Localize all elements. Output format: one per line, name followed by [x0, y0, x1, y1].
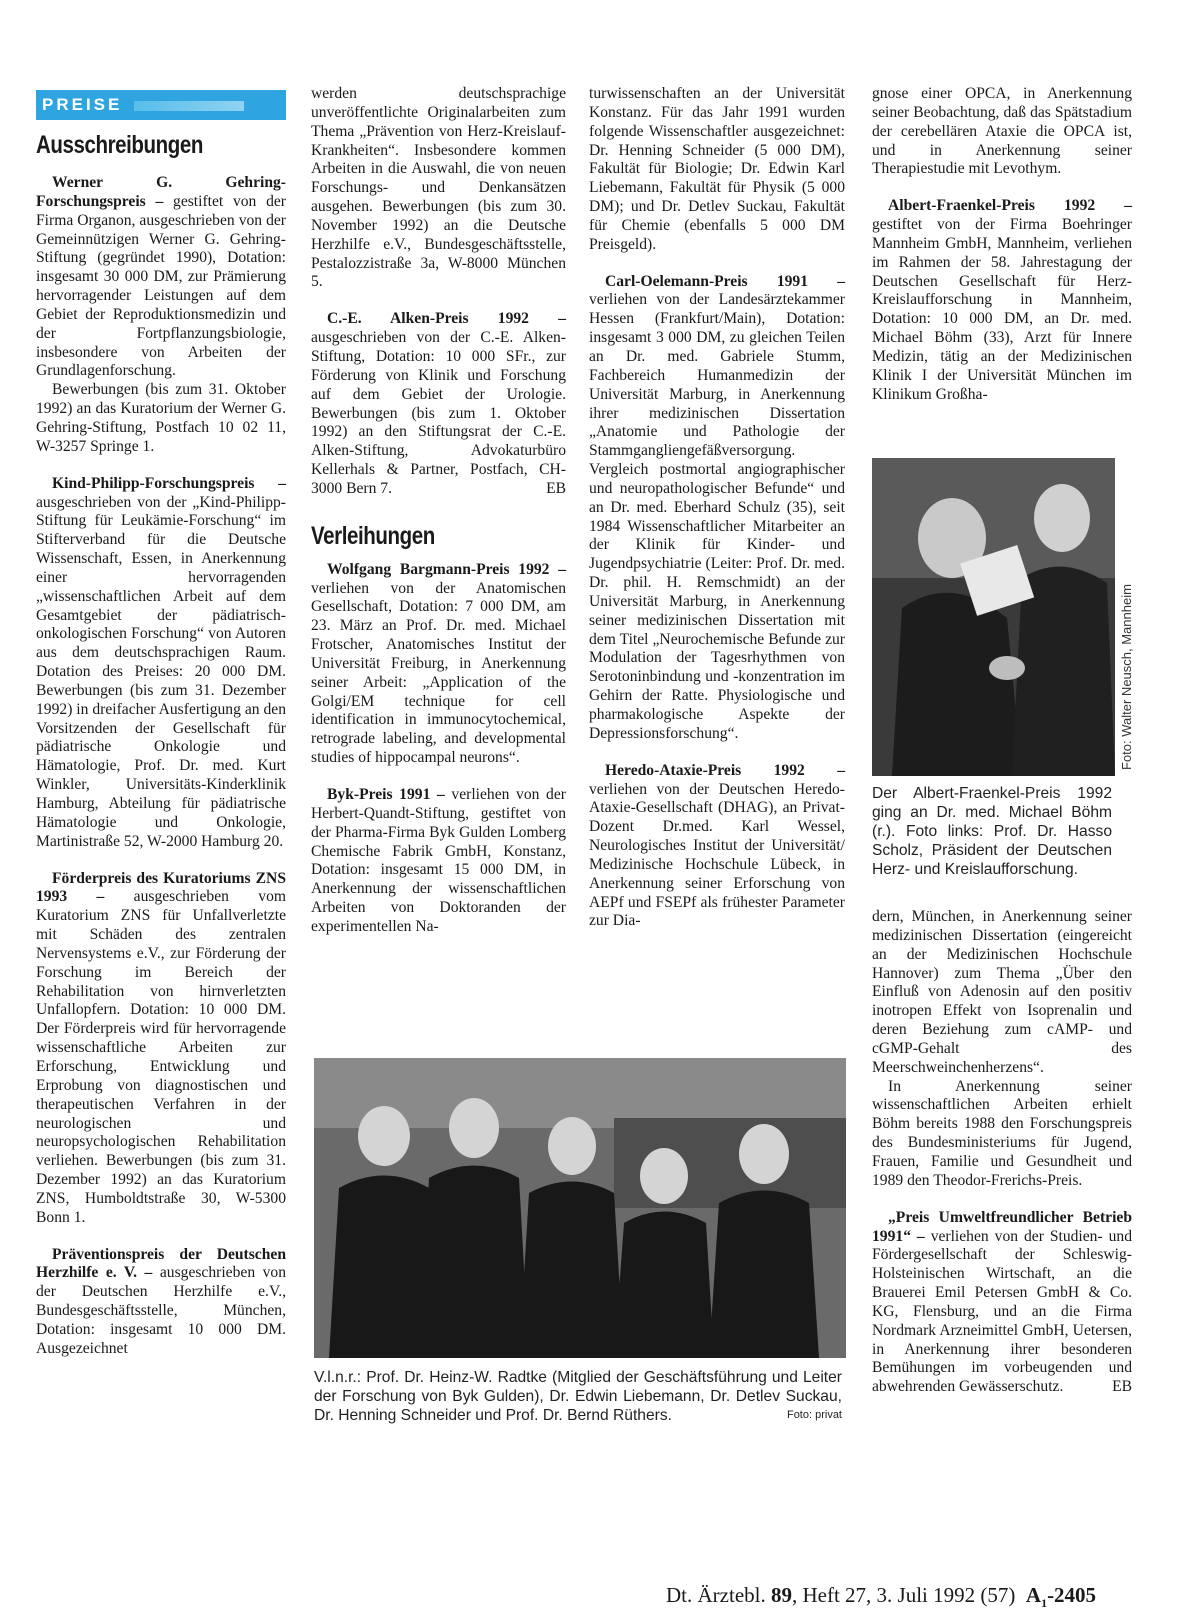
- footer-journal: Dt. Ärztebl.: [666, 1583, 766, 1607]
- photo-group-credit: Foto: privat: [786, 1409, 842, 1421]
- article-heredo-ataxie: Heredo-Ataxie-Preis 1992 – verliehen von der Deutschen Heredo-Ataxie-Gesellschaft (DHAG), an Privat-Dozent Dr.med. Karl Wessel, Neurologisches Institut der Universität/ Medizinische Hochschule Lübeck, in Anerkennung seiner Erforschung von AEPf und FSEPf als frühester Parameter zur Dia-: [589, 761, 845, 930]
- article-heredo-cont: gnose einer OPCA, in Anerkennung seiner Beobachtung, daß das Spätstadium der cerebellären Ataxie die OPCA ist, und in Anerkennung seiner Therapiestudie mit Levothym.: [872, 85, 1132, 178]
- column-4-top: [872, 85, 1132, 405]
- page-footer: [666, 1583, 1136, 1611]
- photo-handshake-caption: Der Albert-Fraenkel-Preis 1992 ging an Dr. med. Michael Böhm (r.). Foto links: Prof. Dr. Hasso Scholz, Präsident der Deutschen Herz- und Kreislaufforschung.: [872, 785, 1112, 878]
- article-bargmann: Wolfgang Bargmann-Preis 1992 – verliehen von der Anatomischen Gesellschaft, Dotation: 7 000 DM, am 23. März an Prof. Dr. med. Michael Frotscher, Anatomisches Institut der Universität Freiburg, in Anerkennung seiner Arbeit: „Application of the Golgi/EM technique for cell identification in immunocytochemical, retrograde labeling, and developmental studies of hippocampal neurons“.: [311, 560, 566, 767]
- photo-handshake: [872, 458, 1115, 776]
- article-zns: Förderpreis des Kuratoriums ZNS 1993 – ausgeschrieben vom Kuratorium ZNS für Unfallverletzte mit Schäden des zentralen Nervensystems e.V., zur Förderung der Forschung im Bereich der Rehabilitation von hirnverletzten Unfallopfern. Dotation: 10 000 DM. Der Förderpreis wird für hervorragende wissenschaftliche Arbeiten zur Erforschung, Entwicklung und Erprobung von diagnostischen und therapeutischen Verfahren in der neurologischen und neuropsychologischen Rehabilitation verliehen. Bewerbungen (bis zum 31. Dezember 1992) an das Kuratorium ZNS, Humboldtstraße 30, W-5300 Bonn 1.: [36, 869, 286, 1226]
- article-byk-cont: turwissenschaften an der Universität Konstanz. Für das Jahr 1991 wurden folgende Wissenschaftler ausgezeichnet: Dr. Henning Schneider (5 000 DM), Fakultät für Biologie; Dr. Edwin Karl Liebemann, Fakultät für Physik (5 000 DM); und Dr. Detlev Suckau, Fakultät für Chemie (ebenfalls 5 000 DM Preisgeld).: [589, 85, 845, 253]
- footer-volume: 89: [770, 1583, 792, 1607]
- article-oelemann: Carl-Oelemann-Preis 1991 – verliehen von der Landesärztekammer Hessen (Frankfurt/Main), Dotation: insgesamt 3 000 DM, zu gleichen Teilen an Dr. med. Gabriele Stumm, Fachbereich Humanmedizin der Universität Marburg, in Anerkennung ihrer medizinischen Dissertation „Anatomie und Pathologie der Stammgangliengefäßversorgung. Vergleich postmortal angiographischer und neuropathologischer Befunde“ und an Dr. med. Eberhard Schulz (35), seit 1984 Wissenschaftlicher Mitarbeiter an der Klinik für Kinder- und Jugendpsychiatrie (Leiter: Prof. Dr. med. Dr. phil. H. Remschmidt) an der Universität Marburg, in Anerkennung seiner medizinischen Dissertation mit dem Titel „Neurochemische Befunde zur Modulation der Tagesrhythmen von Serotoninbindung und -konzentration im Gehirn der Ratte. Physiologische und pharmakologische Aspekte der Depressionsforschung“.: [589, 272, 845, 742]
- article-alken: C.-E. Alken-Preis 1992 – ausgeschrieben von der C.-E. Alken-Stiftung, Dotation: 10 000 SFr., zur Förderung von Klinik und Forschung auf dem Gebiet der Urologie. Bewerbungen (bis zum 1. Oktober 1992) an den Stiftungsrat der C.-E. Alken-Stiftung, Advokaturbüro Kellerhals & Partner, Postfach, CH-3000 Bern 7. EB: [311, 310, 566, 497]
- photo-group-caption-text: V.l.n.r.: Prof. Dr. Heinz-W. Radtke (Mitglied der Geschäftsführung und Leiter der Forschung von Byk Gulden), Dr. Edwin Liebemann, Dr. Detlev Suckau, Dr. Henning Schneider und Prof. Dr. Bernd Rüthers.: [314, 1369, 842, 1424]
- article-fraenkel-boehm: In Anerkennung seiner wissenschaftlichen Arbeiten erhielt Böhm bereits 1988 den Forschungspreis des Bundesministeriums für Jugend, Frauen, Familie und Gesundheit und 1989 den Theodor-Frerichs-Preis.: [872, 1077, 1132, 1189]
- article-herzhilfe: Präventionspreis der Deutschen Herzhilfe e. V. – ausgeschrieben von der Deutschen Herzhilfe e.V., Bundesgeschäftsstelle, München, Dotation: insgesamt 10 000 DM. Ausgezeichnet: [36, 1245, 287, 1357]
- banner-decoration: [134, 101, 244, 111]
- article-kind-philipp: Kind-Philipp-Forschungspreis – ausgeschrieben von der „Kind-Philipp-Stiftung für Leukämie-Forschung“ im Stifterverband für die Deutsche Wissenschaft, Essen, in Anerkennung einer hervorragenden „wissenschaftlichen Arbeit auf dem Gesamtgebiet der pädiatrisch-onkologischen Forschung“ von Autoren aus dem deutschsprachigen Raum. Dotation des Preises: 20 000 DM. Bewerbungen (bis zum 31. Dezember 1992) in dreifacher Ausfertigung an den Vorsitzenden der Gesellschaft für pädiatrische Onkologie und Hämatologie, Prof. Dr. med. Kurt Winkler, Universitäts-Kinderklinik Hamburg, Abteilung für pädiatrische Hämatologie und Onkologie, Martinistraße 52, W-2000 Hamburg 20.: [36, 474, 286, 850]
- column-4-bottom: [872, 908, 1132, 1397]
- article-fraenkel: Albert-Fraenkel-Preis 1992 – gestiftet von der Firma Boehringer Mannheim GmbH, Mannheim, verliehen im Rahmen der 58. Jahrestagung der Deutschen Gesellschaft für Herz-Kreislaufforschung in Mannheim, Dotation: 10 000 DM, an Dr. med. Michael Böhm (33), Arzt für Innere Medizin, tätig an der Medizinischen Klinik I der Universität München im Klinikum Großha-: [872, 197, 1132, 403]
- section-banner: [36, 90, 286, 120]
- footer-issue: , Heft 27, 3. Juli 1992 (57): [791, 1583, 1016, 1607]
- photo-group: [314, 1058, 846, 1358]
- photo-credit-vertical: Foto: Walter Neusch, Mannheim: [1119, 584, 1134, 770]
- section-label: PREISE: [42, 95, 123, 114]
- article-herzhilfe-cont: werden deutschsprachige unveröffentlichte Originalarbeiten zum Thema „Prävention von Herz-Kreislauf-Krankheiten“. Insbesondere kommen Arbeiten in die Auswahl, die von neuen Forschungs- und Denkansätzen ausgehen. Bewerbungen (bis zum 30. November 1992) an die Deutsche Herzhilfe e.V., Bundesgeschäftsstelle, Pestalozzistraße 3a, W-8000 München 5.: [311, 85, 566, 291]
- article-umwelt: „Preis Umweltfreundlicher Betrieb 1991“ – verliehen von der Studien- und Fördergesellschaft der Schleswig-Holsteinischen Wirtschaft, an die Brauerei Emil Petersen GmbH & Co. KG, Flensburg, und an die Firma Nordmark Arzneimittel GmbH, Uetersen, in Anerkennung ihrer besonderen Bemühungen im vorbeugenden und abwehrenden Gewässerschutz. EB: [872, 1208, 1133, 1396]
- article-gehring-bewerbungen: Bewerbungen (bis zum 31. Oktober 1992) an das Kuratorium der Werner G. Gehring-Stiftung, Postfach 10 02 11, W-3257 Springe 1.: [36, 381, 286, 455]
- column-3: [589, 85, 845, 931]
- heading-verleihungen: Verleihungen: [311, 521, 435, 550]
- article-byk: Byk-Preis 1991 – verliehen von der Herbert-Quandt-Stiftung, gestiftet von der Pharma-Firma Byk Gulden Lomberg Chemische Fabrik GmbH, Konstanz, Dotation: insgesamt 15 000 DM, in Anerkennung der wissenschaftlichen Arbeiten von Doktoranden der experimentellen Na-: [311, 786, 566, 935]
- article-gehring: Werner G. Gehring-Forschungspreis – gestiftet von der Firma Organon, ausgeschrieben von der Gemeinnützigen Werner G. Gehring-Stiftung (gegründet 1990), Dotation: insgesamt 30 000 DM, zur Prämierung hervorragender Leistungen auf dem Gebiet der Reproduktionsmedizin und der Fortpflanzungsbiologie, insbesondere von Arbeiten der Grundlagenforschung.: [36, 174, 286, 380]
- column-1: [36, 130, 286, 1359]
- signature-eb: EB: [546, 479, 566, 497]
- footer-page: $A_1-2405$: [1025, 1583, 1097, 1611]
- article-fraenkel-cont: dern, München, in Anerkennung seiner medizinischen Dissertation (eingereicht an der Medizinischen Hochschule Hannover) zum Thema „Über den Einfluß von Adenosin auf den positiv inotropen Effekt von Isoprenalin und deren Beziehung zum cAMP- und cGMP-Gehalt des Meerschweinchenherzens“.: [872, 908, 1132, 1076]
- column-2: [311, 85, 566, 937]
- photo-group-caption: [314, 1368, 842, 1425]
- heading-ausschreibungen: Ausschreibungen: [36, 131, 203, 159]
- signature-eb-2: EB: [1112, 1378, 1132, 1396]
